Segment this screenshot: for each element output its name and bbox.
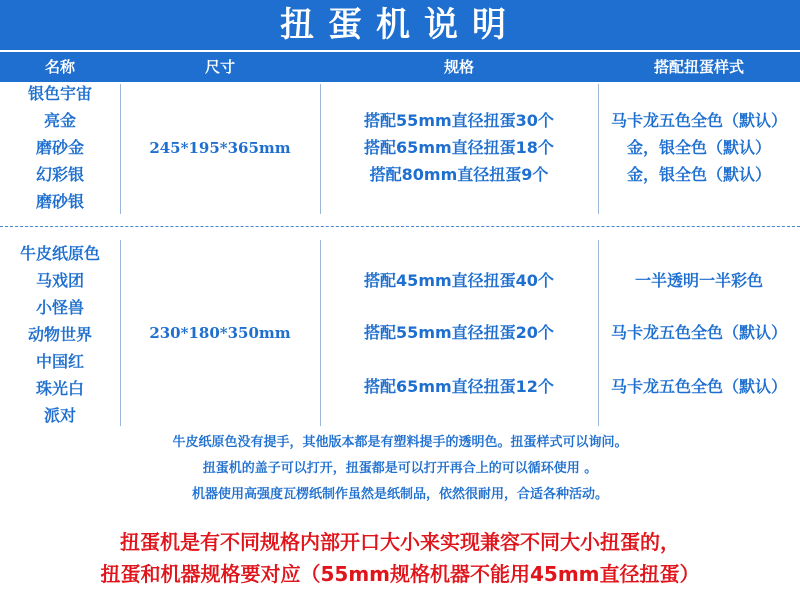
group1-size: 245*195*365mm <box>149 139 291 157</box>
list-item: 搭配65mm直径扭蛋18个 <box>364 138 554 157</box>
group2-style-1: 一半透明一半彩色 <box>634 271 763 290</box>
group1-styles <box>598 107 800 188</box>
page-title: 扭蛋机说明 <box>0 0 800 50</box>
header-size: 尺寸 <box>204 58 235 76</box>
list-item: 马戏团 <box>35 271 84 290</box>
list-item: 亮金 <box>43 111 76 130</box>
list-item: 幻彩银 <box>35 165 84 184</box>
list-item: 金，银全色（默认） <box>626 138 771 157</box>
list-item: 搭配55mm直径扭蛋30个 <box>364 111 554 130</box>
group2-style-2: 马卡龙五色全色（默认） <box>610 323 787 342</box>
warning-line: 扭蛋和机器规格要对应（55mm规格机器不能用45mm直径扭蛋） <box>100 562 700 586</box>
warning-line: 扭蛋机是有不同规格内部开口大小来实现兼容不同大小扭蛋的， <box>120 530 680 554</box>
group2-spec-2: 搭配55mm直径扭蛋20个 <box>364 323 554 342</box>
group2-names <box>0 240 120 429</box>
list-item: 银色宇宙 <box>27 84 92 103</box>
group-separator <box>0 226 800 227</box>
header-spec: 规格 <box>443 58 474 76</box>
list-item: 珠光白 <box>35 379 84 398</box>
note-line: 扭蛋机的盖子可以打开，扭蛋都是可以打开再合上的可以循环使用 。 <box>202 461 598 476</box>
header-style: 搭配扭蛋样式 <box>653 58 744 76</box>
group2-spec-1: 搭配45mm直径扭蛋40个 <box>364 271 554 290</box>
group2-size: 230*180*350mm <box>149 324 291 342</box>
list-item: 磨砂金 <box>35 138 84 157</box>
list-item: 搭配80mm直径扭蛋9个 <box>369 165 549 184</box>
list-item: 中国红 <box>35 352 84 371</box>
group1-names <box>0 80 120 215</box>
note-line: 机器使用高强度瓦楞纸制作虽然是纸制品，依然很耐用，合适各种活动。 <box>191 487 608 502</box>
list-item: 动物世界 <box>27 325 92 344</box>
list-item: 派对 <box>43 406 76 425</box>
note-line: 牛皮纸原色没有提手，其他版本都是有塑料提手的透明色。扭蛋样式可以询问。 <box>172 435 628 450</box>
table-header <box>0 52 800 82</box>
group1-specs <box>320 107 598 188</box>
group2-spec-3: 搭配65mm直径扭蛋12个 <box>364 377 554 396</box>
list-item: 磨砂银 <box>35 192 84 211</box>
header-name: 名称 <box>44 58 75 76</box>
list-item: 牛皮纸原色 <box>19 244 100 263</box>
list-item: 马卡龙五色全色（默认） <box>610 111 787 130</box>
group2-style-3: 马卡龙五色全色（默认） <box>610 377 787 396</box>
list-item: 金，银全色（默认） <box>626 165 771 184</box>
list-item: 小怪兽 <box>35 298 84 317</box>
